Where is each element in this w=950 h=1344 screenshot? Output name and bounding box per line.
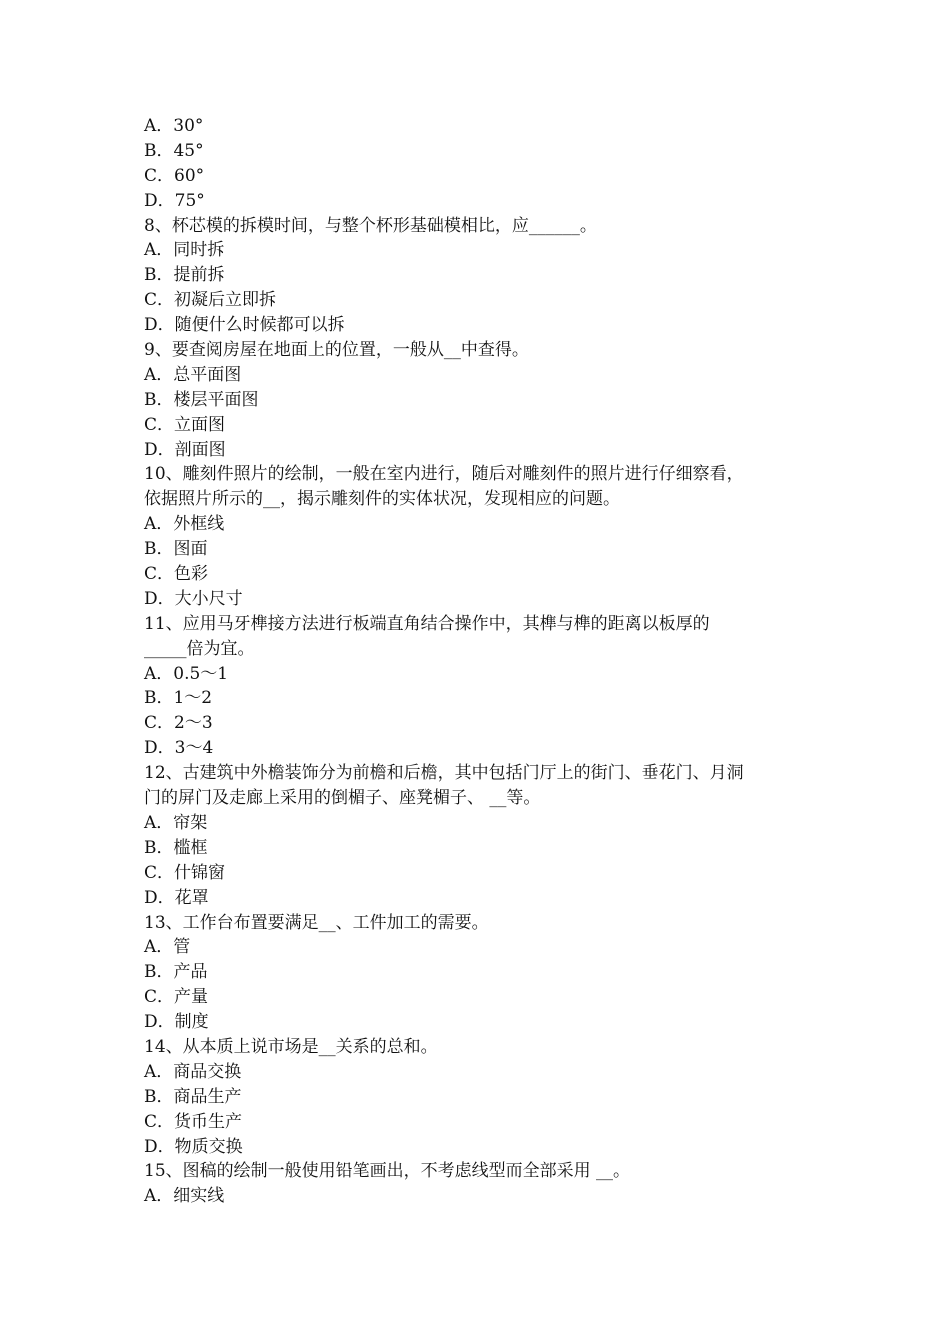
text-line: A．外框线 [144,514,225,535]
text-line: C．初凝后立即拆 [144,290,277,311]
question-15: 15、图稿的绘制一般使用铅笔画出，不考虑线型而全部采用 __。 [144,1161,631,1182]
text-line: C．货币生产 [144,1111,243,1132]
text-line: B．图面 [144,539,208,560]
question-11: 11、应用马牙榫接方法进行板端直角结合操作中，其榫与榫的距离以板厚的 [144,613,710,634]
question-8: 8、杯芯模的拆模时间，与整个杯形基础模相比，应______。 [144,215,597,236]
question-10-cont: 依据照片所示的__，揭示雕刻件的实体状况，发现相应的问题。 [144,489,620,510]
text-line: B．提前拆 [144,265,225,286]
text-line: D．花罩 [144,887,209,908]
text-line: A．同时拆 [144,240,225,261]
text-line: D．大小尺寸 [144,588,243,609]
text-line: D．剖面图 [144,439,226,460]
text-line: C．2～3 [144,713,213,734]
text-line: B．商品生产 [144,1086,242,1107]
text-line: B．1～2 [144,688,213,709]
text-line: D．75° [144,190,205,211]
question-10: 10、雕刻件照片的绘制，一般在室内进行，随后对雕刻件的照片进行仔细察看， [144,464,744,485]
text-line: C．色彩 [144,564,209,585]
text-line: A．管 [144,937,191,958]
question-11-cont: _____倍为宜。 [144,638,255,659]
document-page [144,114,814,1209]
question-13: 13、工作台布置要满足__、工件加工的需要。 [144,912,489,933]
text-line: B．产品 [144,962,208,983]
text-line: C．什锦窗 [144,862,226,883]
text-line: A．商品交换 [144,1061,242,1082]
text-line: B．45° [144,140,204,161]
text-line: C．立面图 [144,414,226,435]
text-line: D．随便什么时候都可以拆 [144,315,345,336]
text-line: A．总平面图 [144,364,242,385]
text-line: B．楼层平面图 [144,389,259,410]
text-line: C．产量 [144,987,209,1008]
text-line: A．30° [144,116,204,136]
question-9: 9、要查阅房屋在地面上的位置，一般从__中查得。 [144,340,529,361]
text-line: D．制度 [144,1012,209,1033]
text-line: D．3～4 [144,738,214,759]
question-12-cont: 门的屏门及走廊上采用的倒楣子、座凳楣子、 __等。 [144,788,541,809]
text-line: A．细实线 [144,1186,225,1207]
text-line: A．0.5～1 [144,663,229,684]
text-line: B．槛框 [144,837,208,858]
text-line: C．60° [144,165,205,186]
question-14: 14、从本质上说市场是__关系的总和。 [144,1036,438,1057]
text-line: A．帘架 [144,812,208,833]
question-12: 12、古建筑中外檐装饰分为前檐和后檐，其中包括门厅上的街门、垂花门、月洞 [144,763,744,784]
text-line: D．物质交换 [144,1136,243,1157]
